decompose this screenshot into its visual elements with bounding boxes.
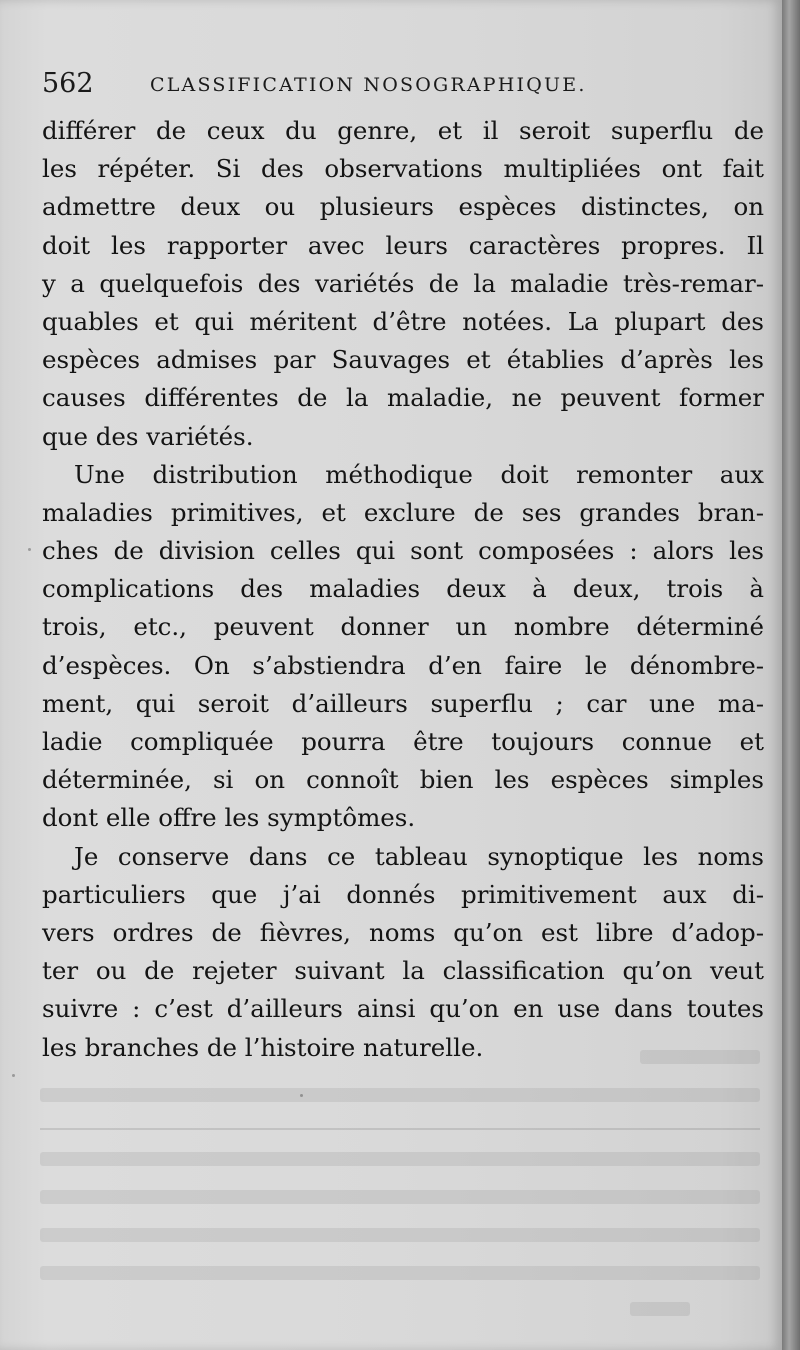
text-line: vers ordres de fièvres, noms qu’on est libre d’adop- — [42, 917, 764, 947]
show-through-line — [40, 1228, 760, 1242]
show-through-line — [40, 1088, 760, 1102]
text-line: ladie compliquée pourra être toujours connue et — [42, 727, 764, 756]
paragraph-end-line: les branches de l’histoire naturelle. — [42, 1032, 484, 1062]
show-through-line — [640, 1050, 760, 1064]
text-line: ches de division celles qui sont composées : alors les — [42, 536, 764, 566]
text-line: admettre deux ou plusieurs espèces distinctes, on — [42, 192, 764, 222]
text-line: déterminée, si on connoît bien les espèces simples — [42, 765, 764, 795]
text-line: suivre : c’est d’ailleurs ainsi qu’on en use dans toutes — [42, 994, 764, 1024]
text-line: différer de ceux du genre, et il seroit superflu de — [42, 116, 764, 145]
text-line: d’espèces. On s’abstiendra d’en faire le dénombre- — [42, 650, 764, 680]
text-line: ter ou de rejeter suivant la classification qu’on veut — [42, 956, 764, 986]
paragraph-end-line: que des variétés. — [42, 421, 254, 451]
running-title: CLASSIFICATION NOSOGRAPHIQUE. — [150, 74, 587, 96]
body-text — [42, 112, 764, 1067]
paragraph-end-line: dont elle offre les symptômes. — [42, 803, 416, 833]
text-line: les répéter. Si des observations multipliées ont fait — [42, 154, 764, 184]
text-line: doit les rapporter avec leurs caractères propres. Il — [42, 230, 764, 260]
page-edge — [782, 0, 800, 1350]
show-through-line — [40, 1266, 760, 1280]
text-line: quables et qui méritent d’être notées. La plupart des — [42, 306, 764, 336]
running-head — [42, 68, 642, 108]
show-through-line — [40, 1152, 760, 1166]
show-through-line — [40, 1190, 760, 1204]
page-number: 562 — [42, 68, 94, 99]
show-through-line — [630, 1302, 690, 1316]
text-line: particuliers que j’ai donnés primitivement aux di- — [42, 879, 764, 909]
paper-speck — [300, 1094, 303, 1097]
paragraph-start-line: Une distribution méthodique doit remonter aux — [74, 459, 764, 489]
paper-speck — [12, 1074, 15, 1077]
text-line: complications des maladies deux à deux, trois à — [42, 574, 764, 604]
paragraph-start-line: Je conserve dans ce tableau synoptique les noms — [74, 841, 764, 871]
text-line: espèces admises par Sauvages et établies d’après les — [42, 345, 764, 375]
text-line: causes différentes de la maladie, ne peuvent former — [42, 383, 764, 413]
text-line: trois, etc., peuvent donner un nombre déterminé — [42, 612, 764, 642]
show-through-rule — [40, 1128, 760, 1130]
text-line: y a quelquefois des variétés de la maladie très-remar- — [42, 268, 764, 298]
paper-speck — [28, 548, 31, 551]
text-line: ment, qui seroit d’ailleurs superflu ; car une ma- — [42, 688, 764, 718]
text-line: maladies primitives, et exclure de ses grandes bran- — [42, 497, 764, 527]
